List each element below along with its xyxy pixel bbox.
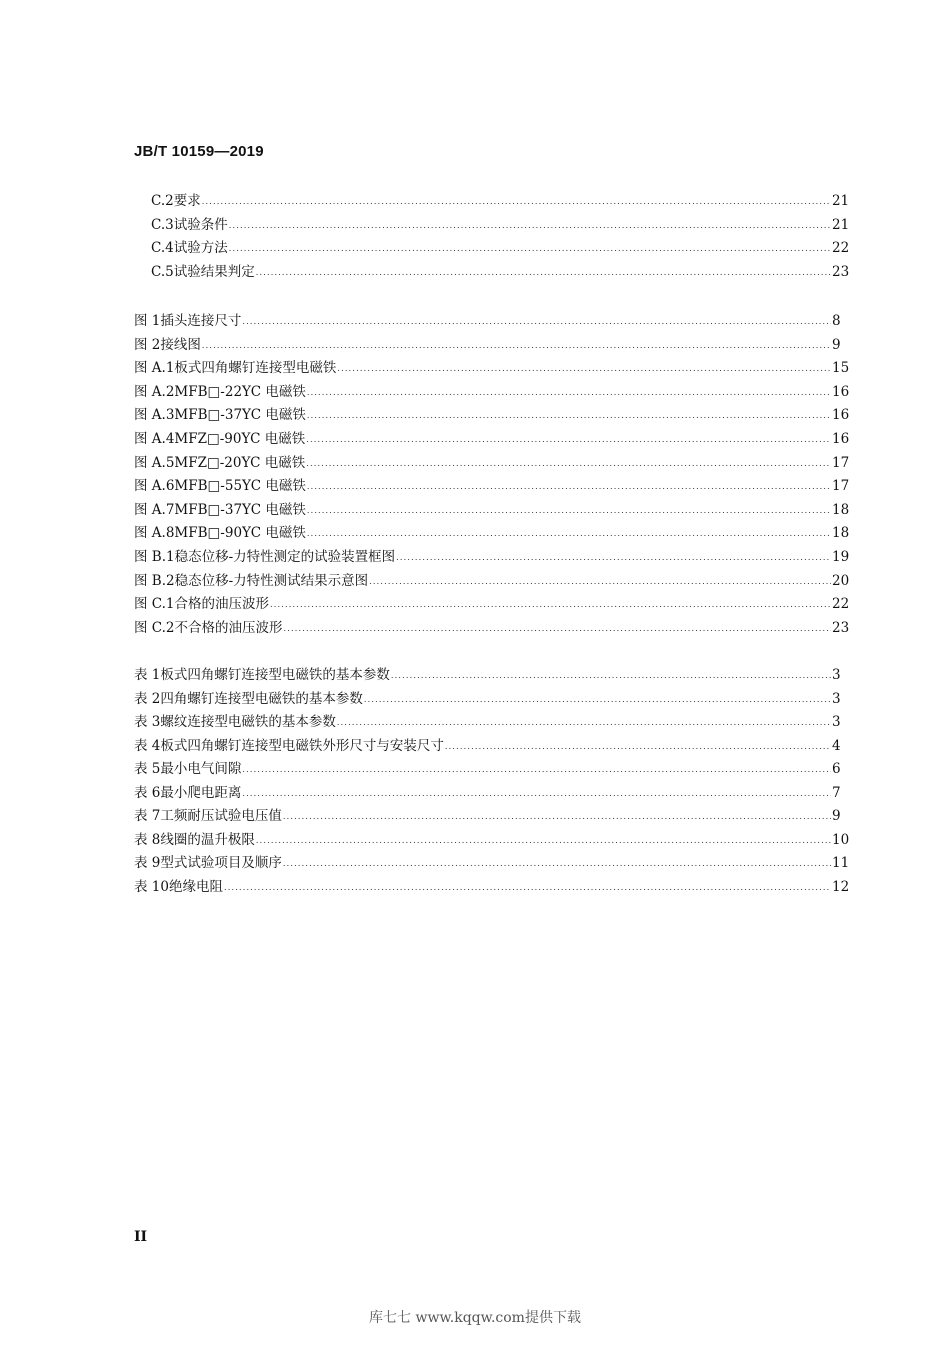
- toc-entry-number: 表 5: [134, 761, 161, 777]
- dot-leader: [307, 482, 831, 491]
- toc-entry-title: 不合格的油压波形: [174, 619, 283, 636]
- toc-entry-page: 3: [832, 714, 841, 730]
- toc-entry[interactable]: [134, 427, 850, 447]
- toc-entry-title: 最小电气间隙: [160, 761, 242, 777]
- toc-entry-number: 图 A.7: [134, 501, 175, 518]
- toc-entry-title: 板式四角螺钉连接型电磁铁: [174, 360, 337, 377]
- toc-entry-page: 17: [832, 454, 850, 471]
- toc-entry[interactable]: [134, 804, 840, 824]
- dot-leader: [256, 268, 831, 277]
- toc-entry-title: 试验结果判定: [173, 264, 255, 281]
- toc-entry-number: 图 C.1: [134, 596, 175, 613]
- dot-leader: [369, 577, 831, 586]
- toc-entry-page: 3: [832, 690, 841, 707]
- dot-leader: [445, 742, 831, 751]
- toc-entry[interactable]: [134, 356, 850, 377]
- toc-entry-number: C.2: [151, 193, 174, 209]
- toc-entry-number: 表 9: [134, 855, 161, 871]
- watermark-footer: 库七七 www.kqqw.com提供下载: [369, 1310, 581, 1326]
- dot-leader: [242, 317, 831, 326]
- toc-entry-title: 要求: [173, 193, 201, 209]
- toc-entry[interactable]: [134, 451, 850, 471]
- toc-entry[interactable]: [151, 260, 850, 281]
- toc-entry-number: 图 C.2: [134, 619, 175, 636]
- toc-entry[interactable]: [134, 734, 840, 754]
- toc-entry-number: 图 2: [134, 336, 161, 353]
- toc-entry-title: 最小爬电距离: [160, 784, 242, 801]
- toc-entry-title: MFB□-22YC 电磁铁: [174, 383, 306, 400]
- toc-entry-page: 12: [832, 878, 850, 895]
- dot-leader: [391, 671, 831, 680]
- toc-entry-number: 表 8: [134, 831, 161, 848]
- toc-entry-page: 19: [832, 549, 850, 565]
- toc-entry[interactable]: [134, 380, 850, 400]
- toc-entry-page: 21: [831, 193, 850, 209]
- toc-entry-title: MFB□-37YC 电磁铁: [174, 407, 306, 424]
- dot-leader: [283, 812, 831, 821]
- toc-entry-number: 表 10: [134, 878, 169, 895]
- dot-leader: [364, 695, 831, 704]
- toc-entry-title: MFB□-90YC 电磁铁: [174, 525, 306, 542]
- toc-entry-page: 21: [832, 216, 850, 233]
- dot-leader: [256, 836, 831, 845]
- dot-leader: [229, 244, 831, 253]
- toc-entry-title: 工频耐压试验电压值: [160, 808, 282, 824]
- dot-leader: [242, 789, 831, 798]
- toc-entry[interactable]: [134, 474, 850, 495]
- toc-entry-title: 线圈的温升极限: [160, 831, 255, 848]
- toc-entry-title: 插头连接尺寸: [160, 313, 242, 329]
- toc-entry[interactable]: [134, 687, 840, 707]
- toc-entry-title: 合格的油压波形: [174, 596, 270, 613]
- dot-leader: [306, 435, 831, 444]
- dot-leader: [224, 883, 831, 892]
- toc-entry[interactable]: [151, 236, 850, 257]
- toc-entry-number: 图 A.6: [134, 478, 175, 495]
- toc-entry-number: 表 1: [134, 667, 161, 683]
- toc-entry[interactable]: [134, 403, 850, 424]
- toc-entry-title: MFZ□-90YC 电磁铁: [174, 431, 306, 447]
- page-number: II: [134, 1229, 148, 1245]
- dot-leader: [306, 459, 831, 468]
- dot-leader: [270, 600, 831, 609]
- toc-entry-title: 试验条件: [173, 216, 228, 233]
- toc-entry-number: 图 A.1: [134, 360, 175, 377]
- dot-leader: [283, 859, 831, 868]
- toc-entry-page: 3: [832, 667, 841, 683]
- toc-entry-page: 23: [832, 264, 850, 281]
- toc-entry-page: 9: [832, 336, 841, 353]
- toc-entry[interactable]: [134, 545, 850, 565]
- toc-entry[interactable]: [151, 213, 850, 233]
- toc-entry-title: 接线图: [160, 336, 201, 353]
- toc-entry-number: C.5: [151, 264, 174, 281]
- toc-entry[interactable]: [134, 592, 850, 613]
- toc-entry[interactable]: [134, 663, 840, 683]
- dot-leader: [307, 506, 831, 515]
- toc-entry-number: 表 3: [134, 714, 161, 730]
- dot-leader: [202, 197, 831, 206]
- toc-entry-title: 稳态位移-力特性测定的试验装置框图: [174, 549, 396, 565]
- toc-entry-page: 15: [832, 360, 850, 377]
- toc-entry-page: 16: [832, 431, 850, 447]
- toc-entry[interactable]: [134, 569, 850, 589]
- dot-leader: [307, 529, 831, 538]
- toc-entry[interactable]: [134, 333, 840, 353]
- dot-leader: [242, 765, 831, 774]
- toc-entry-number: 图 1: [134, 313, 161, 329]
- dot-leader: [229, 221, 831, 230]
- toc-entry-page: 18: [832, 501, 850, 518]
- toc-entry-number: 图 A.4: [134, 431, 175, 447]
- toc-entry-page: 18: [832, 525, 850, 542]
- toc-entry[interactable]: [134, 616, 850, 636]
- toc-entry[interactable]: [134, 710, 840, 730]
- toc-entry-title: 试验方法: [173, 240, 228, 257]
- dot-leader: [396, 553, 831, 562]
- toc-entry-number: C.4: [151, 240, 174, 257]
- toc-entry-number: 图 B.2: [134, 572, 175, 589]
- toc-entry-title: 稳态位移-力特性测试结果示意图: [174, 572, 369, 589]
- toc-entry[interactable]: [134, 875, 850, 895]
- toc-entry-number: 图 A.3: [134, 407, 175, 424]
- dot-leader: [337, 364, 831, 373]
- toc-entry-number: 图 A.8: [134, 525, 175, 542]
- toc-entry-page: 9: [832, 808, 841, 824]
- toc-entry-number: 图 B.1: [134, 549, 175, 565]
- toc-entry-page: 11: [832, 855, 850, 871]
- toc-entry-number: 图 A.2: [134, 383, 175, 400]
- toc-entry-page: 4: [832, 737, 841, 754]
- toc-entry[interactable]: [134, 498, 850, 518]
- toc-entry-title: 型式试验项目及顺序: [160, 855, 282, 871]
- toc-entry-page: 8: [832, 313, 841, 329]
- document-code: JB/T 10159—2019: [134, 143, 264, 160]
- dot-leader: [307, 411, 831, 420]
- toc-entry-page: 7: [832, 784, 841, 801]
- toc-entry-page: 22: [832, 596, 850, 613]
- toc-entry-title: 板式四角螺钉连接型电磁铁的基本参数: [160, 667, 390, 683]
- toc-entry-page: 10: [832, 831, 850, 848]
- toc-entry-page: 16: [832, 407, 850, 424]
- dot-leader: [202, 341, 831, 350]
- toc-entry-title: 螺纹连接型电磁铁的基本参数: [160, 714, 336, 730]
- toc-entry-title: MFZ□-20YC 电磁铁: [174, 454, 306, 471]
- toc-entry-page: 6: [832, 761, 841, 777]
- toc-entry[interactable]: [134, 828, 850, 848]
- dot-leader: [337, 718, 831, 727]
- toc-entry[interactable]: [134, 781, 840, 801]
- toc-entry-page: 23: [832, 619, 850, 636]
- toc-entry-number: C.3: [151, 216, 174, 233]
- toc-entry-page: 20: [832, 572, 850, 589]
- toc-entry-page: 17: [832, 478, 850, 495]
- toc-entry-number: 表 7: [134, 808, 161, 824]
- toc-entry[interactable]: [134, 757, 840, 777]
- toc-entry-number: 表 6: [134, 784, 161, 801]
- toc-entry-title: 绝缘电阻: [168, 878, 223, 895]
- toc-entry-title: MFB□-37YC 电磁铁: [174, 501, 306, 518]
- dot-leader: [307, 388, 831, 397]
- toc-entry-page: 16: [832, 383, 850, 400]
- toc-entry-page: 22: [832, 240, 850, 257]
- dot-leader: [284, 624, 831, 633]
- toc-entry-number: 表 2: [134, 690, 161, 707]
- toc-entry[interactable]: [134, 851, 850, 871]
- toc-entry-title: 四角螺钉连接型电磁铁的基本参数: [160, 690, 363, 707]
- toc-entry-number: 图 A.5: [134, 454, 175, 471]
- toc-entry-title: 板式四角螺钉连接型电磁铁外形尺寸与安装尺寸: [160, 737, 444, 754]
- toc-entry[interactable]: [151, 189, 850, 209]
- toc-entry[interactable]: [134, 521, 850, 542]
- toc-entry-title: MFB□-55YC 电磁铁: [174, 478, 306, 495]
- toc-entry[interactable]: [134, 309, 840, 329]
- toc-entry-number: 表 4: [134, 737, 161, 754]
